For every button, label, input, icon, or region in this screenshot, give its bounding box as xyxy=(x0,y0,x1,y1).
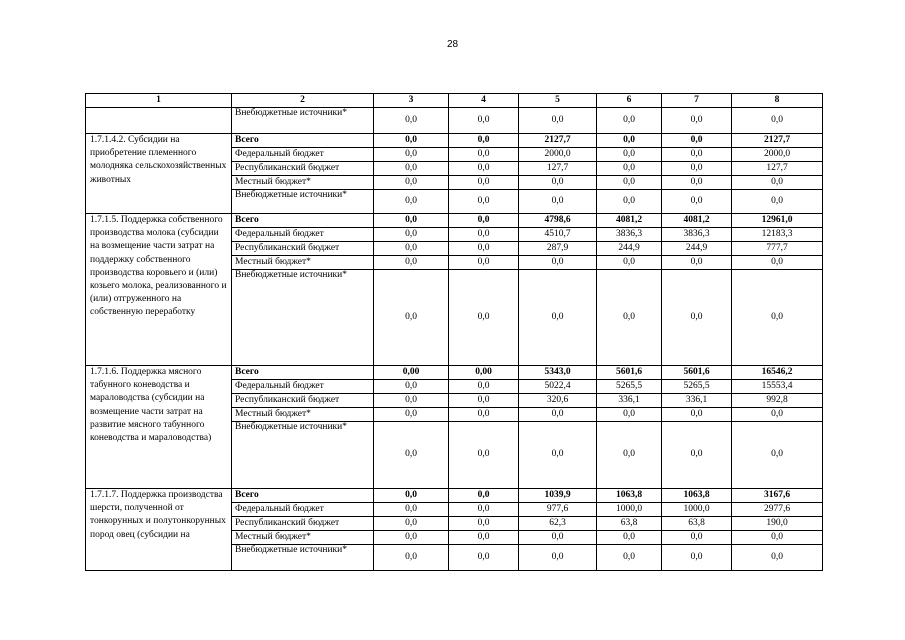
column-header: 7 xyxy=(662,94,732,108)
amount-cell: 0,0 xyxy=(374,108,449,134)
program-item-name: 1.7.1.7. Поддержка производства шерсти, полученной от тонкорунных и полутонкорунных пород овец (субсидии на xyxy=(86,489,232,571)
funding-source: Республиканский бюджет xyxy=(232,242,374,256)
table-row xyxy=(86,108,823,134)
amount-cell: 0,0 xyxy=(662,108,732,134)
page-number: 28 xyxy=(446,39,459,50)
amount-cell: 0,0 xyxy=(662,176,732,190)
amount-cell: 0,0 xyxy=(374,503,449,517)
program-item-name: 1.7.1.4.2. Субсидии на приобретение племенного молодняка сельскохозяйственных животных xyxy=(86,134,232,214)
funding-source: Всего xyxy=(232,366,374,380)
amount-cell: 977,6 xyxy=(519,503,597,517)
amount-cell: 127,7 xyxy=(732,162,823,176)
amount-cell: 1000,0 xyxy=(597,503,662,517)
amount-cell: 0,0 xyxy=(449,380,519,394)
amount-cell: 1039,9 xyxy=(519,489,597,503)
amount-cell: 62,3 xyxy=(519,517,597,531)
amount-cell: 0,0 xyxy=(449,176,519,190)
amount-cell: 0,0 xyxy=(732,422,823,489)
amount-cell: 1000,0 xyxy=(662,503,732,517)
amount-cell: 127,7 xyxy=(519,162,597,176)
amount-cell: 0,0 xyxy=(597,545,662,571)
amount-cell: 0,0 xyxy=(732,176,823,190)
amount-cell: 0,0 xyxy=(374,214,449,228)
funding-source: Внебюджетные источники* xyxy=(232,108,374,134)
amount-cell: 0,0 xyxy=(449,517,519,531)
amount-cell: 5601,6 xyxy=(597,366,662,380)
amount-cell: 3836,3 xyxy=(597,228,662,242)
funding-source: Республиканский бюджет xyxy=(232,162,374,176)
amount-cell: 244,9 xyxy=(662,242,732,256)
amount-cell: 0,0 xyxy=(449,228,519,242)
amount-cell: 0,0 xyxy=(597,148,662,162)
amount-cell: 0,0 xyxy=(662,270,732,366)
amount-cell: 0,0 xyxy=(597,108,662,134)
amount-cell: 16546,2 xyxy=(732,366,823,380)
column-header: 8 xyxy=(732,94,823,108)
amount-cell: 0,0 xyxy=(732,408,823,422)
amount-cell: 0,0 xyxy=(597,270,662,366)
amount-cell: 4081,2 xyxy=(597,214,662,228)
amount-cell: 0,0 xyxy=(374,545,449,571)
amount-cell: 0,0 xyxy=(732,190,823,214)
amount-cell: 2000,0 xyxy=(732,148,823,162)
amount-cell: 0,0 xyxy=(519,190,597,214)
table-row-total xyxy=(86,214,823,228)
funding-source: Внебюджетные источники* xyxy=(232,190,374,214)
amount-cell: 0,0 xyxy=(449,256,519,270)
header-row xyxy=(86,94,823,108)
funding-source: Внебюджетные источники* xyxy=(232,545,374,571)
amount-cell: 0,0 xyxy=(374,408,449,422)
funding-source: Республиканский бюджет xyxy=(232,517,374,531)
amount-cell: 992,8 xyxy=(732,394,823,408)
amount-cell: 5343,0 xyxy=(519,366,597,380)
amount-cell: 12961,0 xyxy=(732,214,823,228)
amount-cell: 0,0 xyxy=(519,176,597,190)
funding-source: Всего xyxy=(232,134,374,148)
amount-cell: 0,0 xyxy=(732,531,823,545)
funding-source: Всего xyxy=(232,214,374,228)
amount-cell: 0,0 xyxy=(374,256,449,270)
amount-cell: 0,0 xyxy=(519,545,597,571)
amount-cell: 0,0 xyxy=(662,148,732,162)
amount-cell: 0,0 xyxy=(662,545,732,571)
amount-cell: 3167,6 xyxy=(732,489,823,503)
amount-cell: 0,0 xyxy=(374,148,449,162)
amount-cell: 2000,0 xyxy=(519,148,597,162)
amount-cell: 320,6 xyxy=(519,394,597,408)
amount-cell: 0,0 xyxy=(597,162,662,176)
amount-cell: 0,0 xyxy=(519,408,597,422)
amount-cell: 0,0 xyxy=(732,545,823,571)
amount-cell: 0,00 xyxy=(374,366,449,380)
amount-cell: 0,0 xyxy=(597,134,662,148)
amount-cell: 0,0 xyxy=(449,162,519,176)
funding-source: Федеральный бюджет xyxy=(232,148,374,162)
amount-cell: 0,0 xyxy=(597,176,662,190)
amount-cell: 336,1 xyxy=(597,394,662,408)
amount-cell: 0,0 xyxy=(449,503,519,517)
column-header: 5 xyxy=(519,94,597,108)
amount-cell: 0,0 xyxy=(597,190,662,214)
amount-cell: 0,0 xyxy=(662,408,732,422)
amount-cell: 0,0 xyxy=(374,134,449,148)
funding-source: Местный бюджет* xyxy=(232,176,374,190)
column-header: 3 xyxy=(374,94,449,108)
amount-cell: 2127,7 xyxy=(519,134,597,148)
amount-cell: 0,0 xyxy=(662,162,732,176)
amount-cell: 0,0 xyxy=(374,489,449,503)
amount-cell: 1063,8 xyxy=(662,489,732,503)
table-row-total xyxy=(86,489,823,503)
amount-cell: 15553,4 xyxy=(732,380,823,394)
column-header: 2 xyxy=(232,94,374,108)
funding-source: Местный бюджет* xyxy=(232,408,374,422)
funding-source: Республиканский бюджет xyxy=(232,394,374,408)
amount-cell: 0,0 xyxy=(374,517,449,531)
amount-cell: 63,8 xyxy=(662,517,732,531)
amount-cell: 0,0 xyxy=(449,190,519,214)
program-item-name: 1.7.1.5. Поддержка собственного производства молока (субсидии на возмещение части затрат на поддержку собственного производства коровьего и (или) козьего молока, реализованного и (или) отгруженного на собственную переработку xyxy=(86,214,232,366)
amount-cell: 4081,2 xyxy=(662,214,732,228)
amount-cell: 0,0 xyxy=(519,531,597,545)
budget-table xyxy=(85,93,823,571)
amount-cell: 5265,5 xyxy=(662,380,732,394)
amount-cell: 0,0 xyxy=(519,108,597,134)
amount-cell: 0,0 xyxy=(597,422,662,489)
funding-source: Местный бюджет* xyxy=(232,531,374,545)
amount-cell: 777,7 xyxy=(732,242,823,256)
amount-cell: 5601,6 xyxy=(662,366,732,380)
amount-cell: 0,0 xyxy=(374,162,449,176)
amount-cell: 287,9 xyxy=(519,242,597,256)
table-row-total xyxy=(86,366,823,380)
funding-source: Всего xyxy=(232,489,374,503)
column-header: 4 xyxy=(449,94,519,108)
amount-cell: 0,0 xyxy=(662,531,732,545)
amount-cell: 190,0 xyxy=(732,517,823,531)
amount-cell: 0,0 xyxy=(449,422,519,489)
amount-cell: 0,0 xyxy=(662,422,732,489)
amount-cell: 1063,8 xyxy=(597,489,662,503)
amount-cell: 0,0 xyxy=(374,190,449,214)
amount-cell: 0,0 xyxy=(449,134,519,148)
amount-cell: 0,0 xyxy=(449,148,519,162)
amount-cell: 0,0 xyxy=(449,242,519,256)
amount-cell: 0,0 xyxy=(449,214,519,228)
amount-cell: 0,0 xyxy=(732,270,823,366)
funding-source: Федеральный бюджет xyxy=(232,228,374,242)
column-header: 1 xyxy=(86,94,232,108)
amount-cell: 0,0 xyxy=(374,270,449,366)
table-row-total xyxy=(86,134,823,148)
amount-cell: 0,00 xyxy=(449,366,519,380)
amount-cell: 4798,6 xyxy=(519,214,597,228)
amount-cell: 0,0 xyxy=(449,489,519,503)
amount-cell: 0,0 xyxy=(662,190,732,214)
amount-cell: 0,0 xyxy=(374,228,449,242)
funding-source: Местный бюджет* xyxy=(232,256,374,270)
amount-cell: 336,1 xyxy=(662,394,732,408)
amount-cell: 0,0 xyxy=(374,531,449,545)
amount-cell: 0,0 xyxy=(374,242,449,256)
funding-source: Федеральный бюджет xyxy=(232,503,374,517)
amount-cell: 0,0 xyxy=(449,545,519,571)
amount-cell: 0,0 xyxy=(449,270,519,366)
amount-cell: 0,0 xyxy=(374,394,449,408)
amount-cell: 0,0 xyxy=(732,256,823,270)
funding-source: Федеральный бюджет xyxy=(232,380,374,394)
program-item-name: 1.7.1.6. Поддержка мясного табунного коневодства и мараловодства (субсидии на возмещение части затрат на развитие мясного табунного коневодства и мараловодства) xyxy=(86,366,232,489)
amount-cell: 0,0 xyxy=(597,408,662,422)
amount-cell: 0,0 xyxy=(449,408,519,422)
amount-cell: 0,0 xyxy=(519,270,597,366)
amount-cell: 0,0 xyxy=(374,176,449,190)
amount-cell: 3836,3 xyxy=(662,228,732,242)
amount-cell: 244,9 xyxy=(597,242,662,256)
amount-cell: 63,8 xyxy=(597,517,662,531)
amount-cell: 0,0 xyxy=(449,531,519,545)
amount-cell: 5265,5 xyxy=(597,380,662,394)
amount-cell: 0,0 xyxy=(449,108,519,134)
amount-cell: 0,0 xyxy=(597,256,662,270)
amount-cell: 0,0 xyxy=(449,394,519,408)
amount-cell: 12183,3 xyxy=(732,228,823,242)
amount-cell: 0,0 xyxy=(732,108,823,134)
column-header: 6 xyxy=(597,94,662,108)
funding-source: Внебюджетные источники* xyxy=(232,422,374,489)
amount-cell: 0,0 xyxy=(662,256,732,270)
program-item-name xyxy=(86,108,232,134)
amount-cell: 0,0 xyxy=(519,422,597,489)
amount-cell: 0,0 xyxy=(374,380,449,394)
amount-cell: 4510,7 xyxy=(519,228,597,242)
amount-cell: 5022,4 xyxy=(519,380,597,394)
amount-cell: 2127,7 xyxy=(732,134,823,148)
amount-cell: 2977,6 xyxy=(732,503,823,517)
amount-cell: 0,0 xyxy=(662,134,732,148)
table-body xyxy=(86,108,823,571)
amount-cell: 0,0 xyxy=(519,256,597,270)
funding-source: Внебюджетные источники* xyxy=(232,270,374,366)
amount-cell: 0,0 xyxy=(597,531,662,545)
amount-cell: 0,0 xyxy=(374,422,449,489)
